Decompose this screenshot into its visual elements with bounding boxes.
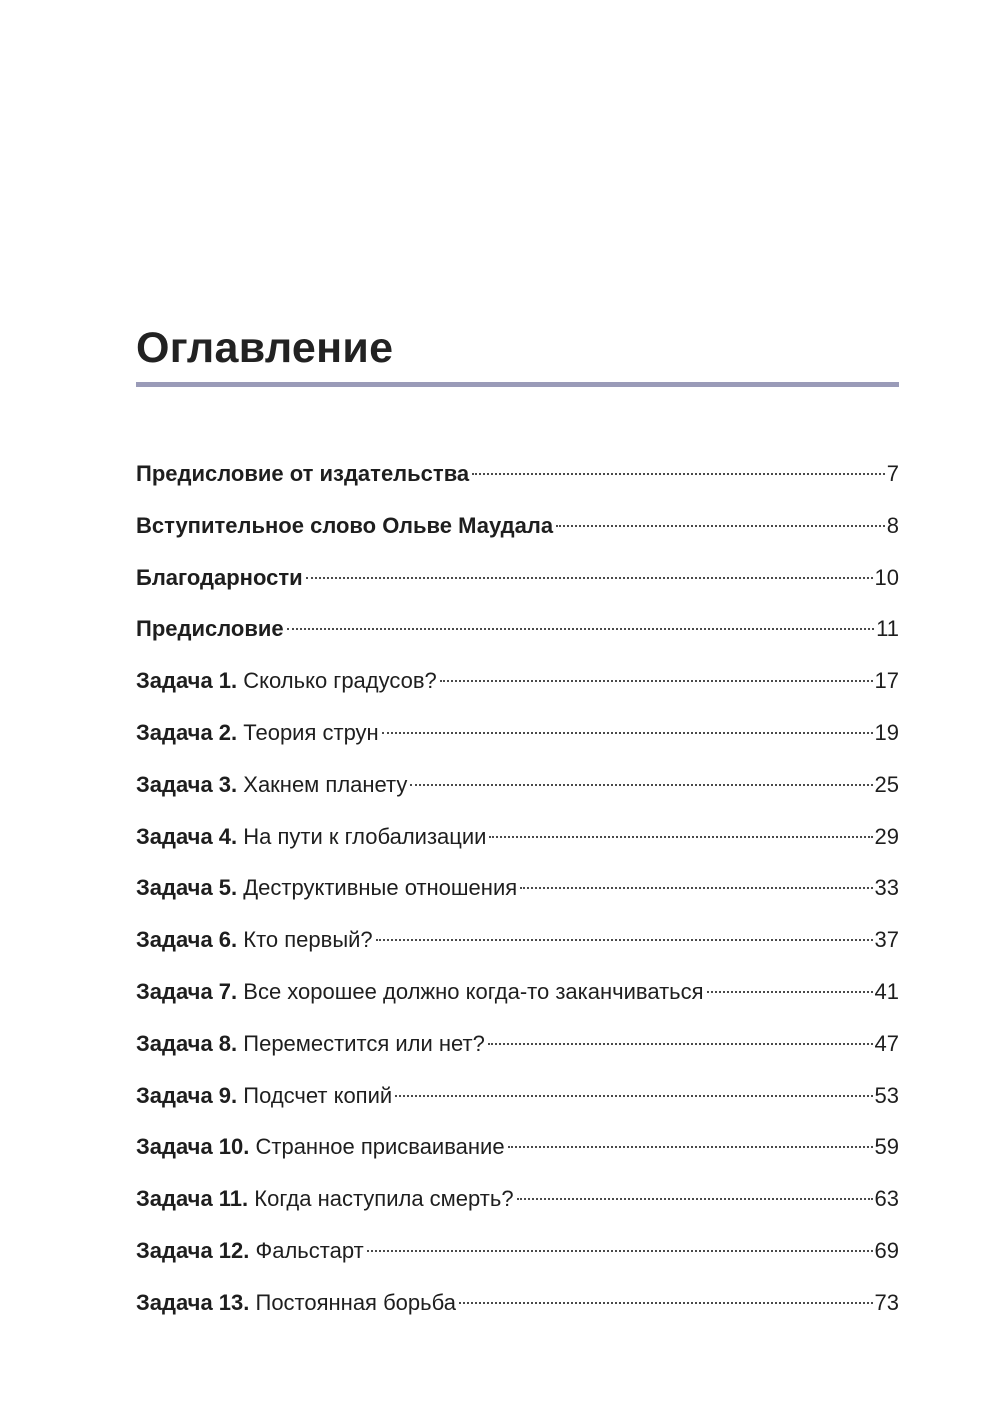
dot-leader [306,577,873,579]
toc-entry-label: Задача 12. [136,1237,250,1263]
toc-entry[interactable] [136,603,899,655]
toc-entry-label: Задача 1. [136,668,238,694]
dot-leader [410,784,872,786]
toc-entry-label: Задача 5. [136,875,238,901]
toc-page-number: 19 [874,719,899,745]
dot-leader [440,680,873,682]
toc-entry-text [136,862,517,914]
dot-leader [508,1146,873,1148]
toc-entry-label: Задача 10. [136,1134,250,1160]
toc-entry[interactable] [136,500,899,552]
toc-entry[interactable] [136,1277,899,1329]
toc-entry[interactable] [136,1225,899,1277]
toc-entry-label: Задача 13. [136,1289,250,1315]
toc-page-number: 59 [874,1134,899,1160]
toc-entry-name: На пути к глобализации [243,823,487,849]
dot-leader [382,732,873,734]
toc-page-number: 53 [874,1082,899,1108]
toc-entry[interactable] [136,1173,899,1225]
toc-entry-text [136,500,553,552]
toc-page-number: 37 [874,927,899,953]
toc-entry-text [136,1173,514,1225]
toc-entry-text [136,603,284,655]
page-title: Оглавление [136,324,394,372]
toc-page-number: 11 [876,616,899,642]
toc-entry[interactable] [136,655,899,707]
toc-entry-text [136,759,407,811]
dot-leader [488,1043,873,1045]
toc-entry[interactable] [136,1070,899,1122]
toc-entry-text [136,1225,364,1277]
toc-entry-name: Сколько градусов? [243,668,437,694]
dot-leader [367,1250,873,1252]
toc-page [136,0,899,1419]
dot-leader [472,473,885,475]
toc-page-number: 25 [874,771,899,797]
toc-list [136,448,899,1329]
toc-entry[interactable] [136,1121,899,1173]
dot-leader [287,628,875,630]
dot-leader [459,1302,873,1304]
toc-entry-name: Переместится или нет? [243,1030,485,1056]
toc-page-number: 8 [886,512,899,538]
toc-entry-label: Задача 2. [136,719,238,745]
dot-leader [376,939,873,941]
toc-entry-text [136,1277,456,1329]
toc-entry-label: Задача 6. [136,927,238,953]
toc-entry-name: Предисловие [136,616,284,642]
toc-entry-name: Благодарности [136,564,303,590]
toc-entry-name: Предисловие от издательства [136,461,470,486]
toc-entry-text [136,448,469,500]
dot-leader [489,836,872,838]
dot-leader [707,991,873,993]
toc-entry-name: Кто первый? [243,927,373,953]
toc-entry[interactable] [136,914,899,966]
toc-entry-name: Фальстарт [255,1237,364,1263]
toc-entry-text [136,1018,485,1070]
toc-entry[interactable] [136,552,899,604]
toc-page-number: 73 [874,1289,899,1315]
toc-entry-name: Деструктивные отношения [243,875,518,901]
dot-leader [517,1198,873,1200]
toc-entry[interactable] [136,1018,899,1070]
toc-entry-text [136,1070,392,1122]
toc-entry[interactable] [136,966,899,1018]
toc-entry-label: Задача 8. [136,1030,238,1056]
toc-page-number: 17 [874,668,899,694]
toc-entry-name: Теория струн [243,719,379,745]
toc-page-number: 7 [886,461,899,486]
toc-page-number: 29 [874,823,899,849]
toc-entry-label: Задача 4. [136,823,238,849]
toc-entry-name: Когда наступила смерть? [254,1186,514,1212]
toc-entry-label: Задача 9. [136,1082,238,1108]
toc-page-number: 33 [874,875,899,901]
toc-page-number: 47 [874,1030,899,1056]
toc-entry-text [136,655,437,707]
toc-page-number: 69 [874,1237,899,1263]
toc-entry-label: Задача 11. [136,1186,249,1212]
toc-page-number: 63 [874,1186,899,1212]
toc-entry-label: Задача 7. [136,978,238,1004]
toc-entry-name: Хакнем планету [243,771,408,797]
toc-entry-name: Подсчет копий [243,1082,393,1108]
toc-entry-text [136,966,704,1018]
toc-entry-text [136,914,373,966]
toc-entry[interactable] [136,707,899,759]
toc-entry-name: Вступительное слово Ольве Маудала [136,512,554,538]
toc-entry[interactable] [136,448,899,500]
dot-leader [395,1095,872,1097]
toc-entry-text [136,1121,505,1173]
toc-entry[interactable] [136,811,899,863]
toc-page-number: 41 [874,978,899,1004]
toc-entry-name: Постоянная борьба [255,1289,456,1315]
dot-leader [520,887,872,889]
toc-entry-text [136,811,486,863]
title-underline [136,382,899,387]
toc-entry-text [136,552,303,604]
toc-entry[interactable] [136,759,899,811]
toc-page-number: 10 [874,564,899,590]
toc-entry-label: Задача 3. [136,771,238,797]
toc-entry-text [136,707,379,759]
toc-entry[interactable] [136,862,899,914]
toc-entry-name: Странное присваивание [255,1134,505,1160]
toc-entry-name: Все хорошее должно когда-то заканчиваться [243,978,704,1004]
dot-leader [556,525,885,527]
